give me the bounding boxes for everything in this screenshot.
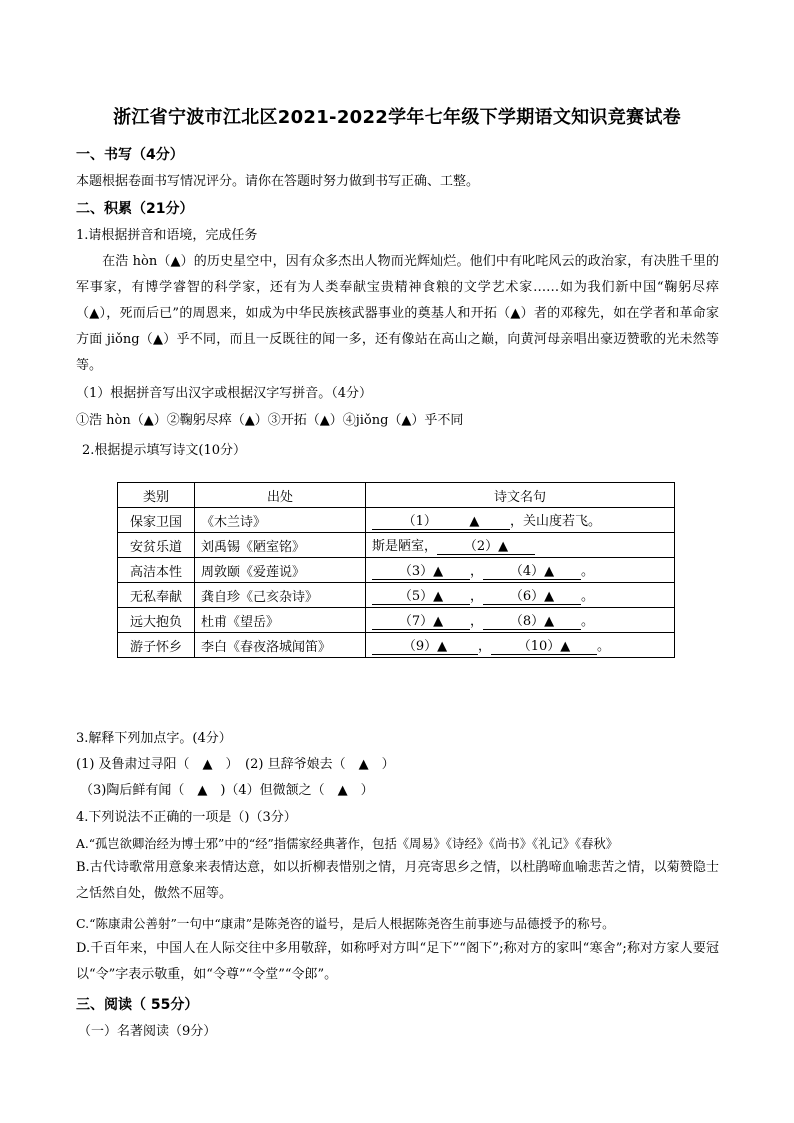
q4-option-b: B.古代诗歌常用意象来表情达意，如以折柳表惜别之情，月亮寄思乡之情，以杜鹃啼血喻悲苦之情，以菊赞隐士之恬然自处，傲然不屈等。 [76, 860, 719, 901]
table-row: 无私奉献 龚自珍《己亥杂诗》 （5）▲ ， （6）▲ 。 [118, 583, 675, 608]
page-title: 浙江省宁波市江北区2021-2022学年七年级下学期语文知识竞赛试卷 [113, 107, 681, 128]
q1-sub: （1）根据拼音写出汉字或根据汉字写拼音。（4分） [76, 386, 373, 401]
q3-line-2: （3)陶后鲜有闻（ ▲ )（4）但微颔之（ ▲ ） [80, 783, 374, 798]
table-header-category: 类别 [118, 483, 195, 508]
blank-8[interactable]: （8）▲ [483, 610, 581, 630]
q4-option-d: D.千百年来，中国人在人际交往中多用敬辞，如称呼对方叫“足下”“阁下”;称对方的家叫“寒舍”;称对方家人要冠以“令”字表示敬重，如“令尊”“令堂”“令郎”。 [76, 941, 719, 982]
blank-4[interactable]: （4）▲ [483, 560, 581, 580]
blank-9[interactable]: （9）▲ [372, 635, 478, 655]
blank-2[interactable]: （2）▲ [437, 535, 535, 555]
section-3-sub: （一）名著阅读（9分） [78, 1024, 217, 1039]
table-row: 远大抱负 杜甫《望岳》 （7）▲ ， （8）▲ 。 [118, 608, 675, 633]
q4-option-a: A.“孤岂欲卿治经为博士邪”中的“经”指儒家经典著作，包括《周易》《诗经》《尚书》《礼记》《春秋》 [76, 837, 619, 851]
section-1-heading: 一、书写（4分） [76, 147, 184, 163]
blank-10[interactable]: （10）▲ [491, 635, 597, 655]
q3-stem: 3.解释下列加点字。(4分） [76, 731, 232, 746]
q3-line-1: (1) 及鲁肃过寻阳（ ▲ ） (2) 旦辞爷娘去（ ▲ ） [76, 757, 395, 772]
table-row: 安贫乐道 刘禹锡《陋室铭》 斯是陋室， （2）▲ [118, 533, 675, 558]
blank-5[interactable]: （5）▲ [372, 585, 470, 605]
section-1-body: 本题根据卷面书写情况评分。请你在答题时努力做到书写正确、工整。 [76, 174, 480, 189]
blank-7[interactable]: （7）▲ [372, 610, 470, 630]
table-row: 高洁本性 周敦颐《爱莲说》 （3）▲ ， （4）▲ 。 [118, 558, 675, 583]
poetry-table [117, 482, 675, 658]
q1-stem: 1.请根据拼音和语境，完成任务 [76, 228, 258, 243]
blank-1[interactable]: （1） ▲ [372, 510, 510, 530]
table-row: 保家卫国 《木兰诗》 （1） ▲ ，关山度若飞。 [118, 508, 675, 533]
table-header-source: 出处 [195, 483, 366, 508]
blank-3[interactable]: （3）▲ [372, 560, 470, 580]
q1-passage: 在浩 hòn（▲）的历史星空中，因有众多杰出人物而光辉灿烂。他们中有叱咤风云的政治家，有决胜千里的军事家，有博学睿智的科学家，还有为人类奉献宝贵精神食粮的文学艺术家……如为我们新中国“鞠躬尽瘁（▲），死而后已”的周恩来，如成为中华民族核武器事业的奠基人和开拓（▲）者的邓稼先，如在学者和革命家方面 jiǒng（▲）乎不同，而且一反既往的闻一多，还有像站在高山之巅，向黄河母亲唱出豪迈赞歌的光未然等等。 [76, 254, 719, 373]
table-row: 游子怀乡 李白《春夜洛城闻笛》 （9）▲ ， （10）▲ 。 [118, 633, 675, 658]
q4-stem: 4.下列说法不正确的一项是（)（3分） [76, 810, 297, 825]
q1-items: ①浩 hòn（▲）②鞠躬尽瘁（▲）③开拓（▲）④jiǒng（▲）乎不同 [76, 413, 464, 428]
blank-6[interactable]: （6）▲ [483, 585, 581, 605]
table-header-verse: 诗文名句 [366, 483, 675, 508]
q4-option-c: C.“陈康肃公善射”一句中“康肃”是陈尧咨的谥号，是后人根据陈尧咨生前事迹与品德授予的称号。 [76, 916, 615, 931]
section-2-heading: 二、积累（21分） [76, 201, 194, 217]
q2-stem: 2.根据提示填写诗文(10分） [82, 443, 247, 458]
section-3-heading: 三、阅读（ 55分） [76, 997, 199, 1013]
